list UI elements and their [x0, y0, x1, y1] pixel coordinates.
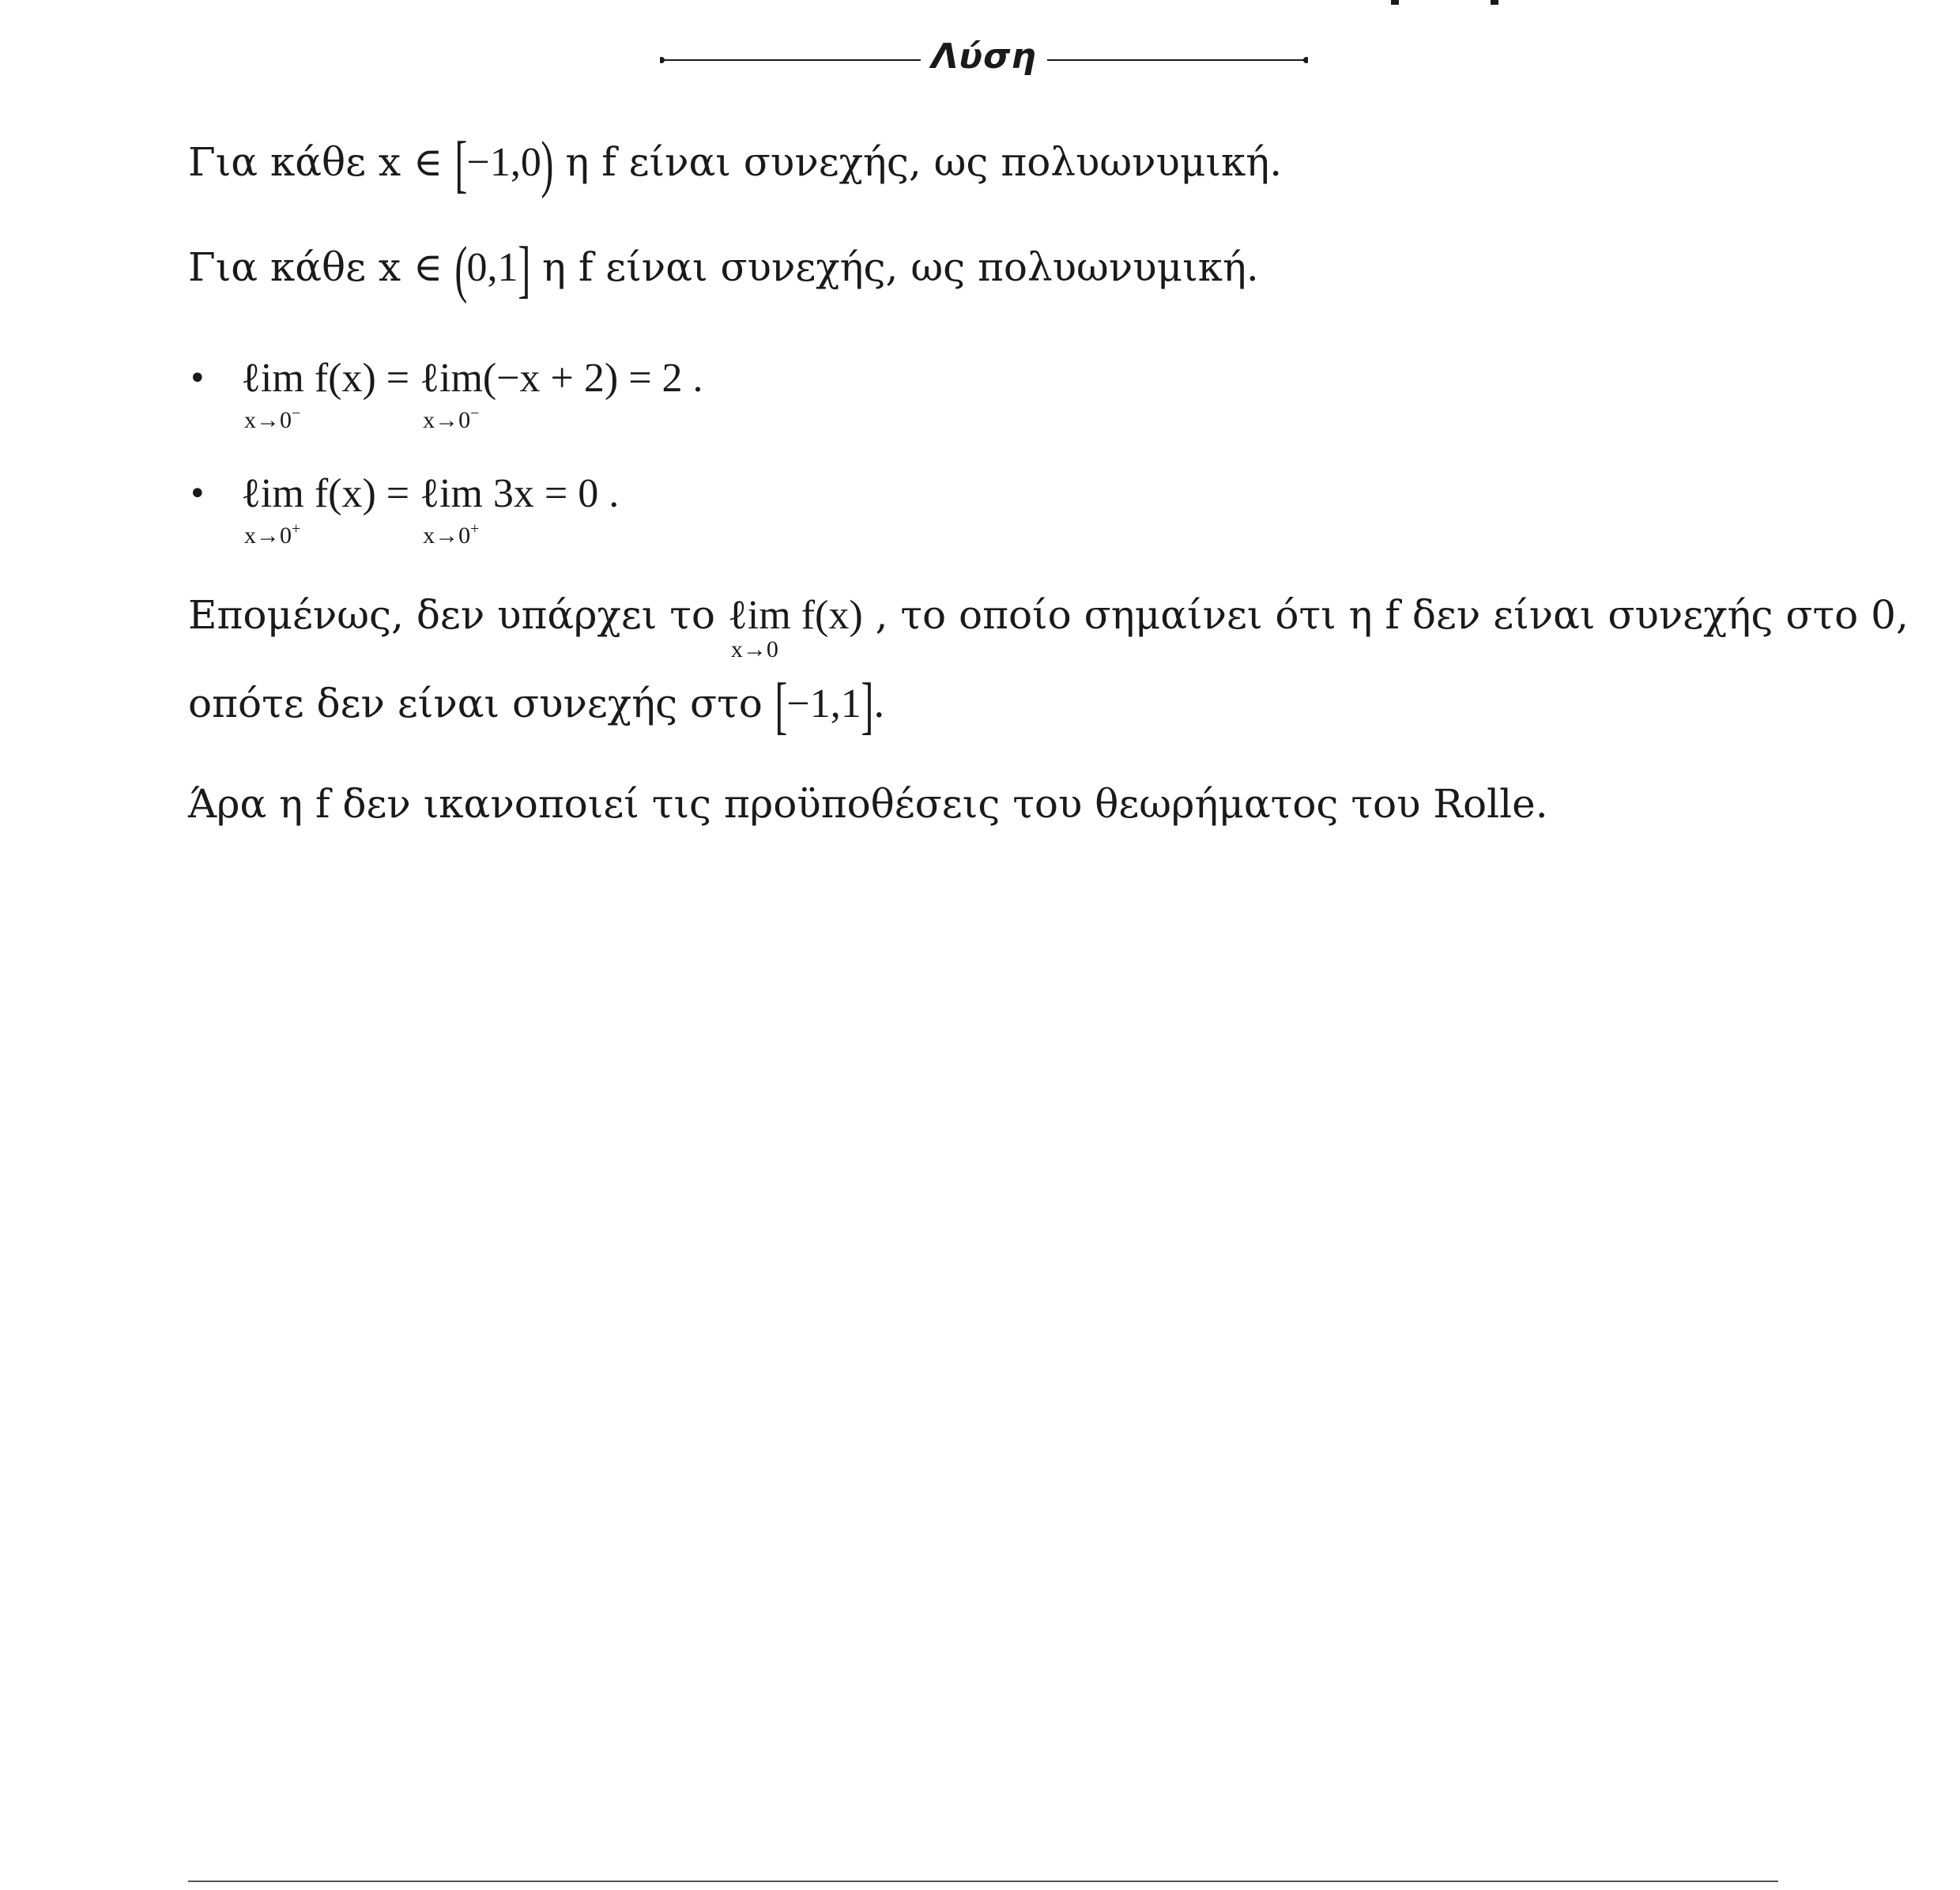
lim-word: ℓim — [420, 356, 483, 401]
lim-word: ℓim — [727, 593, 791, 638]
paragraph-conclusion-line1 — [188, 587, 1909, 662]
lim-side-sign: − — [292, 405, 301, 422]
p2-open-bracket: ( — [454, 235, 468, 304]
paragraph-continuity-left — [188, 130, 1283, 199]
limit-operator — [420, 351, 483, 433]
p3-line2-prefix: οπότε δεν είναι συνεχής στο — [188, 681, 775, 726]
lim-subscript: x→0− — [244, 405, 301, 433]
bullet-right-limit — [241, 466, 620, 549]
p1-close-bracket: ) — [541, 130, 554, 199]
p2-prefix: Για κάθε x ∈ — [188, 244, 455, 290]
limit-operator — [241, 466, 304, 549]
solution-title: Λύση — [931, 36, 1037, 77]
lim-subscript: x→0+ — [423, 520, 480, 549]
bullet2-expr1: f(x) = — [303, 471, 420, 516]
p1-open-bracket: [ — [454, 130, 468, 199]
p3-line2-suffix: . — [873, 681, 886, 726]
bullet-marker-left-limit: • — [188, 360, 207, 397]
lim-word: ℓim — [241, 471, 304, 516]
p3-interval: −1,1 — [786, 681, 861, 726]
lim-subscript: x→0 — [730, 636, 778, 662]
paragraph-conclusion-line2 — [188, 671, 886, 741]
lim-side-sign: − — [470, 405, 480, 422]
paragraph-continuity-right — [188, 235, 1259, 304]
p1-prefix: Για κάθε x ∈ — [188, 139, 455, 185]
p3-close-bracket: ] — [861, 671, 874, 741]
p3-open-bracket: [ — [775, 671, 788, 741]
paragraph-rolle-conclusion: Άρα η f δεν ικανοποιεί τις προϋποθέσεις του θεωρήματος του Rolle. — [188, 781, 1548, 827]
bullet1-expr2: (−x + 2) = 2 . — [482, 356, 703, 401]
limit-operator — [241, 351, 304, 433]
p2-close-bracket: ] — [517, 235, 530, 304]
lim-side-sign: + — [292, 520, 301, 538]
p2-interval: 0,1 — [466, 245, 518, 290]
footer-rule — [188, 1881, 1778, 1882]
bullet2-expr2: 3x = 0 . — [482, 471, 620, 516]
p2-suffix: η f είναι συνεχής, ως πολυωνυμική. — [530, 244, 1259, 290]
lim-side-sign: + — [470, 520, 480, 538]
lim-subscript: x→0+ — [244, 520, 301, 549]
limit-operator — [727, 587, 791, 662]
lim-word: ℓim — [241, 356, 304, 401]
bullet-left-limit — [241, 351, 703, 433]
top-ornament — [1391, 0, 1502, 6]
lim-word: ℓim — [420, 471, 483, 516]
limit-operator — [420, 466, 483, 549]
p3-lim-expr: f(x) — [790, 593, 863, 638]
p3-line1-suffix: , το οποίο σημαίνει ότι η f δεν είναι συνεχής στο 0, — [862, 592, 1909, 638]
lim-subscript: x→0− — [423, 405, 480, 433]
p1-suffix: η f είναι συνεχής, ως πολυωνυμική. — [552, 139, 1283, 185]
p3-line1-prefix: Επομένως, δεν υπάρχει το — [188, 592, 728, 638]
bullet-marker-right-limit: • — [188, 476, 207, 512]
bullet1-expr1: f(x) = — [303, 356, 420, 401]
p1-interval: −1,0 — [466, 140, 541, 185]
solution-header — [660, 33, 1308, 81]
